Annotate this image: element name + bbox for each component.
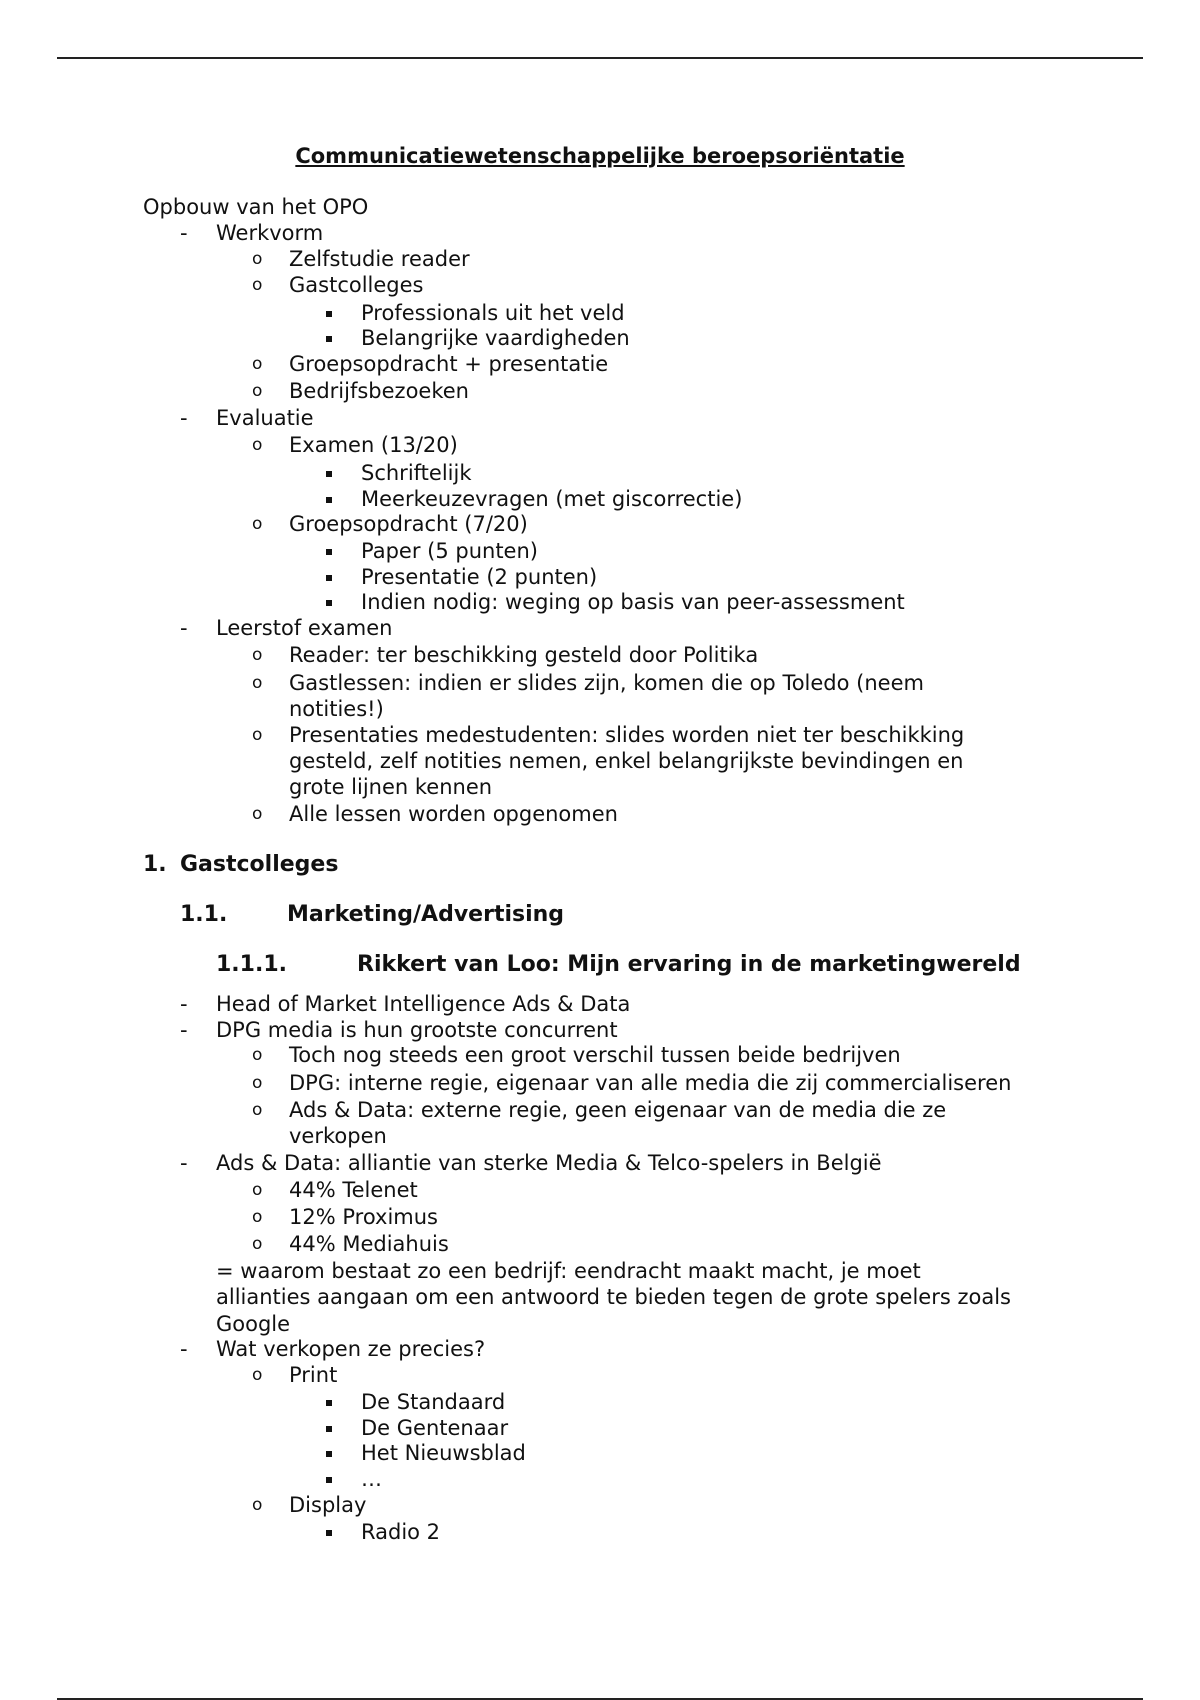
square-bullet (326, 1451, 332, 1457)
square-bullet (326, 1530, 332, 1536)
heading-2-title: Marketing/Advertising (287, 902, 565, 927)
list-item: Gastlessen: indien er slides zijn, komen die op Toledo (neem (289, 671, 924, 695)
circle-bullet: o (252, 1207, 263, 1227)
list-item: DPG: interne regie, eigenaar van alle media die zij commercialiseren (289, 1071, 1012, 1095)
list-item: Zelfstudie reader (289, 247, 470, 271)
square-bullet (326, 1400, 332, 1406)
square-bullet (326, 471, 332, 477)
dash-bullet: - (180, 616, 188, 640)
list-item: Groepsopdracht (7/20) (289, 512, 528, 536)
list-item: Examen (13/20) (289, 433, 458, 457)
list-item: Meerkeuzevragen (met giscorrectie) (361, 487, 743, 511)
circle-bullet: o (252, 725, 263, 745)
circle-bullet: o (252, 249, 263, 269)
square-bullet (326, 311, 332, 317)
list-item: Indien nodig: weging op basis van peer-assessment (361, 590, 905, 614)
circle-bullet: o (252, 673, 263, 693)
list-item: Ads & Data: externe regie, geen eigenaar van de media die ze (289, 1098, 947, 1122)
list-item: De Standaard (361, 1390, 506, 1414)
circle-bullet: o (252, 1495, 263, 1515)
dash-bullet: - (180, 221, 188, 245)
list-item: Bedrijfsbezoeken (289, 379, 469, 403)
circle-bullet: o (252, 1365, 263, 1385)
circle-bullet: o (252, 381, 263, 401)
list-item: Head of Market Intelligence Ads & Data (216, 992, 631, 1016)
circle-bullet: o (252, 275, 263, 295)
list-item: Werkvorm (216, 221, 324, 245)
list-item: Reader: ter beschikking gesteld door Politika (289, 643, 759, 667)
square-bullet (326, 1426, 332, 1432)
list-item-continuation: notities!) (289, 697, 384, 721)
circle-bullet: o (252, 1073, 263, 1093)
list-item: Ads & Data: alliantie van sterke Media & Telco-spelers in België (216, 1151, 882, 1175)
note-line: Google (216, 1312, 291, 1336)
circle-bullet: o (252, 435, 263, 455)
intro-line: Opbouw van het OPO (143, 195, 369, 219)
list-item-continuation: gesteld, zelf notities nemen, enkel belangrijkste bevindingen en (289, 749, 964, 773)
circle-bullet: o (252, 1100, 263, 1120)
list-item-continuation: verkopen (289, 1124, 387, 1148)
list-item: 12% Proximus (289, 1205, 438, 1229)
square-bullet (326, 1477, 332, 1483)
list-item: Professionals uit het veld (361, 301, 625, 325)
list-item: DPG media is hun grootste concurrent (216, 1018, 618, 1042)
list-item: Schriftelijk (361, 461, 472, 485)
dash-bullet: - (180, 1337, 188, 1361)
list-item: Gastcolleges (289, 273, 424, 297)
note-line: = waarom bestaat zo een bedrijf: eendracht maakt macht, je moet (216, 1259, 921, 1283)
dash-bullet: - (180, 406, 188, 430)
list-item: Radio 2 (361, 1520, 441, 1544)
heading-1-title: Gastcolleges (180, 852, 339, 877)
list-item: Print (289, 1363, 338, 1387)
header-rule (57, 57, 1143, 59)
list-item: Presentatie (2 punten) (361, 565, 598, 589)
circle-bullet: o (252, 1045, 263, 1065)
circle-bullet: o (252, 354, 263, 374)
square-bullet (326, 336, 332, 342)
list-item: Toch nog steeds een groot verschil tussen beide bedrijven (289, 1043, 901, 1067)
list-item: 44% Telenet (289, 1178, 418, 1202)
circle-bullet: o (252, 1180, 263, 1200)
list-item: Wat verkopen ze precies? (216, 1337, 486, 1361)
list-item: Leerstof examen (216, 616, 393, 640)
list-item: De Gentenaar (361, 1416, 509, 1440)
list-item: Presentaties medestudenten: slides worden niet ter beschikking (289, 723, 965, 747)
note-line: allianties aangaan om een antwoord te bieden tegen de grote spelers zoals (216, 1285, 1011, 1309)
dash-bullet: - (180, 1151, 188, 1175)
square-bullet (326, 497, 332, 503)
heading-1-number: 1. (143, 852, 167, 877)
circle-bullet: o (252, 645, 263, 665)
list-item: Belangrijke vaardigheden (361, 326, 630, 350)
list-item-continuation: grote lijnen kennen (289, 775, 493, 799)
circle-bullet: o (252, 1234, 263, 1254)
list-item: 44% Mediahuis (289, 1232, 449, 1256)
list-item: Groepsopdracht + presentatie (289, 352, 609, 376)
list-item: Alle lessen worden opgenomen (289, 802, 618, 826)
dash-bullet: - (180, 1018, 188, 1042)
list-item: Het Nieuwsblad (361, 1441, 526, 1465)
heading-3-title: Rikkert van Loo: Mijn ervaring in de marketingwereld (357, 952, 1021, 977)
square-bullet (326, 600, 332, 606)
list-item: Paper (5 punten) (361, 539, 538, 563)
square-bullet (326, 575, 332, 581)
circle-bullet: o (252, 804, 263, 824)
document-title: Communicatiewetenschappelijke beroepsoriëntatie (295, 144, 905, 168)
list-item: Display (289, 1493, 367, 1517)
list-item: … (361, 1467, 382, 1491)
dash-bullet: - (180, 992, 188, 1016)
list-item: Evaluatie (216, 406, 314, 430)
square-bullet (326, 549, 332, 555)
heading-2-number: 1.1. (180, 902, 228, 927)
heading-3-number: 1.1.1. (216, 952, 287, 977)
circle-bullet: o (252, 514, 263, 534)
